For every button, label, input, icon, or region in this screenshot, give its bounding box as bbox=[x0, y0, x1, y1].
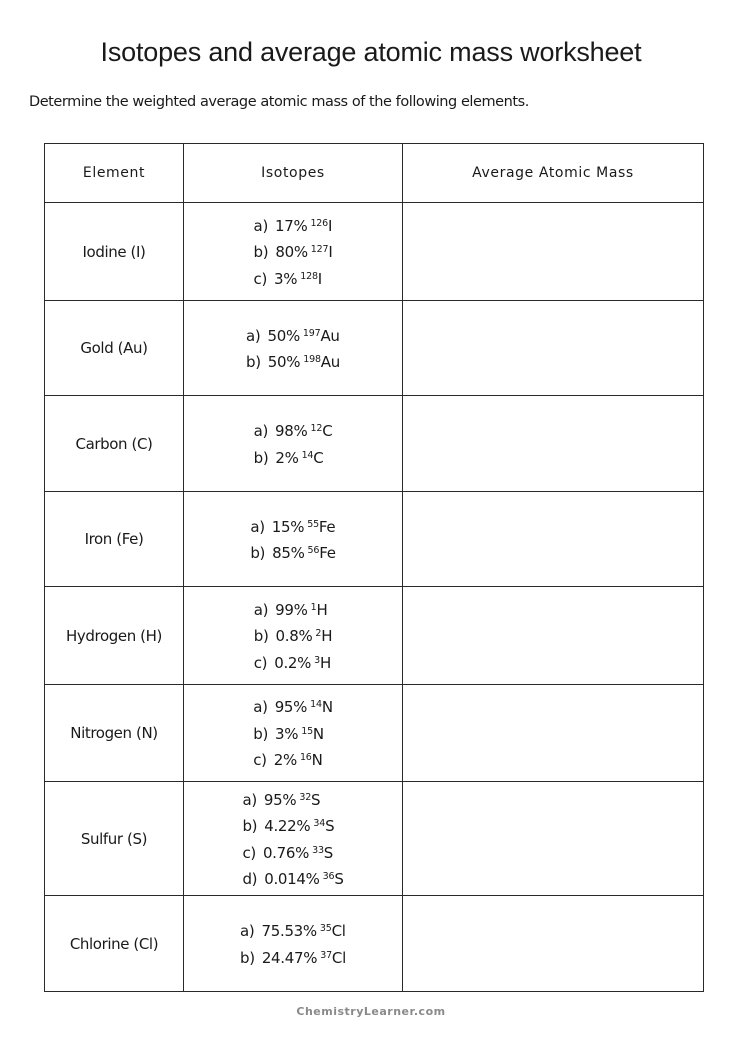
isotope-symbol: C bbox=[313, 448, 324, 467]
isotope-symbol: Au bbox=[320, 326, 340, 345]
isotope-item bbox=[253, 720, 333, 747]
table-row bbox=[45, 301, 704, 396]
isotope-mass-number: 3 bbox=[314, 654, 320, 666]
isotope-letter: c) bbox=[253, 751, 267, 770]
instructions-text: Determine the weighted average atomic mass of the following elements. bbox=[29, 94, 529, 110]
isotope-mass-number: 1 bbox=[310, 601, 317, 613]
isotope-letter: a) bbox=[240, 922, 255, 940]
isotope-list bbox=[253, 693, 333, 773]
isotope-mass-number: 33 bbox=[312, 844, 324, 856]
isotope-list bbox=[242, 786, 343, 892]
isotopes-cell bbox=[184, 782, 403, 896]
isotope-list bbox=[254, 596, 333, 676]
isotope-symbol: I bbox=[328, 243, 333, 262]
isotope-item bbox=[250, 539, 335, 566]
isotope-item bbox=[246, 322, 340, 349]
isotope-mass-number: 14 bbox=[301, 449, 314, 461]
isotope-item bbox=[250, 513, 335, 540]
isotope-item bbox=[242, 786, 343, 813]
isotope-item bbox=[254, 265, 333, 292]
isotope-mass-number: 198 bbox=[303, 354, 321, 365]
isotope-percent: 17% bbox=[275, 216, 308, 235]
element-name-cell: Iodine (I) bbox=[45, 203, 184, 301]
footer-watermark: ChemistryLearner.com bbox=[296, 1005, 446, 1018]
table-row bbox=[45, 396, 704, 492]
isotope-mass-number: 15 bbox=[301, 725, 313, 737]
isotope-symbol: I bbox=[328, 216, 333, 235]
isotopes-cell bbox=[184, 896, 403, 992]
isotope-symbol: S bbox=[325, 817, 335, 835]
isotope-item bbox=[254, 649, 333, 676]
isotope-percent: 99% bbox=[275, 600, 308, 619]
isotope-percent: 98% bbox=[275, 422, 308, 440]
element-name-cell: Sulfur (S) bbox=[45, 782, 184, 896]
average-atomic-mass-answer-cell[interactable] bbox=[403, 896, 704, 992]
table-row bbox=[45, 685, 704, 782]
page-title: Isotopes and average atomic mass worksheet bbox=[100, 37, 642, 67]
isotope-letter: d) bbox=[242, 870, 258, 888]
table-row bbox=[45, 587, 704, 685]
isotope-symbol: H bbox=[321, 627, 333, 646]
isotope-list bbox=[250, 513, 335, 566]
table-row bbox=[45, 782, 704, 896]
isotope-mass-number: 55 bbox=[307, 518, 319, 530]
isotope-mass-number: 197 bbox=[302, 327, 321, 339]
isotope-list bbox=[246, 322, 340, 375]
isotope-symbol: Cl bbox=[331, 948, 346, 967]
isotope-mass-number: 127 bbox=[310, 244, 329, 256]
isotope-item bbox=[253, 693, 333, 720]
isotope-item bbox=[240, 944, 346, 971]
isotope-item bbox=[246, 348, 340, 375]
isotope-percent: 0.8% bbox=[275, 627, 313, 646]
isotope-letter: b) bbox=[250, 544, 266, 562]
average-atomic-mass-answer-cell[interactable] bbox=[403, 685, 704, 782]
isotope-mass-number: 56 bbox=[307, 545, 320, 556]
table-body bbox=[45, 203, 704, 992]
isotope-mass-number: 36 bbox=[322, 871, 335, 882]
isotope-mass-number: 126 bbox=[310, 217, 328, 229]
isotope-symbol: S bbox=[311, 790, 321, 809]
isotope-item bbox=[254, 444, 333, 471]
isotope-mass-number: 32 bbox=[299, 791, 312, 803]
isotope-symbol: S bbox=[323, 843, 334, 862]
isotope-mass-number: 128 bbox=[300, 270, 318, 282]
isotope-mass-number: 2 bbox=[315, 628, 322, 640]
isotope-percent: 95% bbox=[263, 790, 297, 809]
isotope-symbol: N bbox=[311, 751, 323, 770]
isotope-percent: 2% bbox=[273, 751, 297, 770]
element-name-cell: Iron (Fe) bbox=[45, 492, 184, 587]
isotope-symbol: Fe bbox=[318, 517, 336, 536]
isotope-mass-number: 12 bbox=[310, 423, 323, 434]
isotope-item bbox=[254, 596, 333, 623]
header-average-atomic-mass: Average Atomic Mass bbox=[403, 144, 704, 203]
isotope-letter: a) bbox=[242, 790, 257, 809]
isotope-percent: 24.47% bbox=[261, 948, 318, 967]
table-row bbox=[45, 896, 704, 992]
isotope-list bbox=[254, 212, 333, 292]
element-name-cell: Gold (Au) bbox=[45, 301, 184, 396]
isotope-list bbox=[254, 417, 333, 470]
isotope-letter: c) bbox=[253, 269, 268, 288]
isotope-percent: 2% bbox=[275, 448, 299, 467]
isotope-symbol: C bbox=[322, 422, 333, 440]
average-atomic-mass-answer-cell[interactable] bbox=[403, 203, 704, 301]
isotope-letter: a) bbox=[253, 422, 269, 440]
isotope-percent: 75.53% bbox=[261, 922, 317, 940]
element-name-cell: Carbon (C) bbox=[45, 396, 184, 492]
isotopes-cell bbox=[184, 203, 403, 301]
average-atomic-mass-answer-cell[interactable] bbox=[403, 782, 704, 896]
isotope-item bbox=[240, 917, 346, 944]
isotope-mass-number: 16 bbox=[299, 752, 312, 764]
isotope-percent: 80% bbox=[275, 243, 308, 262]
isotope-letter: b) bbox=[246, 353, 261, 371]
isotope-item bbox=[254, 622, 333, 649]
isotope-item bbox=[253, 746, 333, 773]
average-atomic-mass-answer-cell[interactable] bbox=[403, 587, 704, 685]
average-atomic-mass-answer-cell[interactable] bbox=[403, 396, 704, 492]
isotope-percent: 4.22% bbox=[264, 817, 311, 835]
isotope-symbol: Au bbox=[320, 353, 340, 371]
isotope-item bbox=[254, 238, 333, 265]
isotope-letter: b) bbox=[253, 724, 269, 743]
isotopes-cell bbox=[184, 301, 403, 396]
isotope-letter: b) bbox=[253, 448, 269, 467]
average-atomic-mass-answer-cell[interactable] bbox=[403, 492, 704, 587]
isotope-percent: 50% bbox=[267, 353, 301, 371]
isotope-letter: b) bbox=[253, 627, 269, 646]
isotope-letter: a) bbox=[253, 216, 268, 235]
isotope-symbol: I bbox=[317, 269, 322, 288]
isotope-mass-number: 14 bbox=[310, 699, 322, 711]
header-isotopes: Isotopes bbox=[184, 144, 403, 203]
isotope-letter: b) bbox=[240, 948, 255, 967]
isotope-letter: a) bbox=[250, 517, 265, 536]
isotope-mass-number: 35 bbox=[319, 923, 332, 934]
isotope-symbol: Cl bbox=[331, 922, 346, 940]
element-name-cell: Hydrogen (H) bbox=[45, 587, 184, 685]
isotope-percent: 95% bbox=[274, 698, 308, 717]
isotopes-cell bbox=[184, 587, 403, 685]
isotope-symbol: H bbox=[316, 600, 328, 619]
isotope-item bbox=[254, 417, 333, 444]
isotopes-cell bbox=[184, 492, 403, 587]
isotope-percent: 3% bbox=[275, 724, 299, 743]
table-row bbox=[45, 203, 704, 301]
isotope-symbol: N bbox=[321, 698, 333, 717]
isotope-symbol: N bbox=[312, 724, 324, 743]
isotope-list bbox=[240, 917, 346, 970]
isotope-percent: 0.2% bbox=[274, 653, 312, 672]
isotope-letter: b) bbox=[242, 817, 258, 835]
isotope-mass-number: 37 bbox=[320, 949, 332, 961]
header-element: Element bbox=[45, 144, 184, 203]
isotopes-table bbox=[44, 143, 704, 992]
element-name-cell: Chlorine (Cl) bbox=[45, 896, 184, 992]
isotope-letter: c) bbox=[253, 653, 268, 672]
isotope-percent: 3% bbox=[274, 269, 298, 288]
isotope-item bbox=[242, 839, 343, 866]
isotope-letter: a) bbox=[253, 600, 269, 619]
isotope-mass-number: 34 bbox=[313, 818, 326, 829]
isotope-percent: 15% bbox=[271, 517, 305, 536]
isotope-percent: 0.014% bbox=[264, 870, 320, 888]
isotope-item bbox=[254, 212, 333, 239]
isotope-item bbox=[242, 812, 343, 839]
isotope-letter: a) bbox=[253, 698, 268, 717]
element-name-cell: Nitrogen (N) bbox=[45, 685, 184, 782]
isotopes-cell bbox=[184, 685, 403, 782]
isotope-letter: a) bbox=[246, 326, 261, 345]
isotope-percent: 0.76% bbox=[262, 843, 310, 862]
isotope-letter: b) bbox=[253, 243, 269, 262]
table-row bbox=[45, 492, 704, 587]
isotope-percent: 85% bbox=[272, 544, 305, 562]
isotope-symbol: S bbox=[334, 870, 344, 888]
average-atomic-mass-answer-cell[interactable] bbox=[403, 301, 704, 396]
isotope-percent: 50% bbox=[267, 326, 300, 345]
isotope-symbol: Fe bbox=[319, 544, 336, 562]
isotopes-cell bbox=[184, 396, 403, 492]
table-header-row bbox=[45, 144, 704, 203]
isotope-item bbox=[242, 865, 343, 892]
isotope-letter: c) bbox=[242, 843, 256, 862]
isotope-symbol: H bbox=[320, 653, 331, 672]
